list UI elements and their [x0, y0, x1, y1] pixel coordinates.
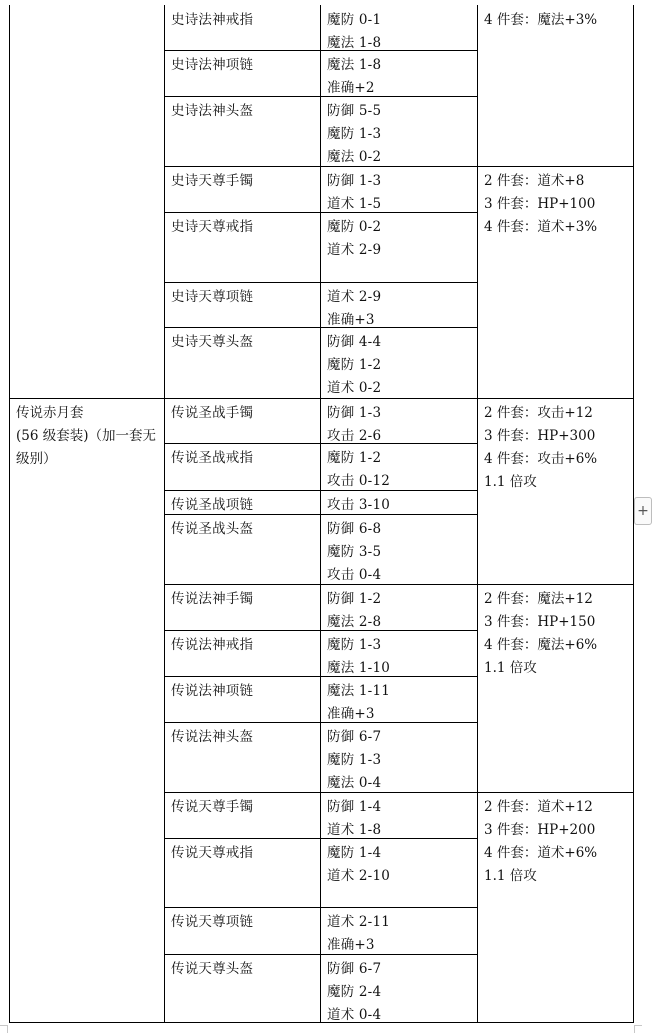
item-name-cell: 史诗法神头盔	[171, 103, 254, 119]
item-stats-cell	[320, 492, 477, 517]
item-stat-line: 攻击 2-6	[327, 428, 382, 444]
item-stat-line: 魔法 0-4	[327, 775, 382, 791]
page-corner-mark	[0, 1025, 8, 1033]
item-stats-cell	[320, 98, 477, 169]
item-name-cell: 传说圣战头盔	[171, 521, 254, 537]
item-stat-line: 魔防 0-1	[327, 12, 382, 28]
item-stat-line: 魔法 0-2	[327, 149, 382, 165]
item-stats-cell	[320, 956, 477, 1027]
item-stats-cell	[320, 329, 477, 400]
item-stat-line: 魔防 0-2	[327, 219, 382, 235]
item-name-cell: 史诗天尊项链	[171, 289, 254, 305]
item-stat-line: 魔防 2-4	[327, 984, 382, 1000]
item-stat-line: 魔防 1-2	[327, 357, 382, 373]
item-stats-cell	[320, 678, 477, 726]
item-name-cell: 传说天尊项链	[171, 914, 254, 930]
item-name-cell: 史诗天尊戒指	[171, 219, 254, 235]
item-stat-line: 道术 1-8	[327, 822, 382, 838]
set-name-text: (56 级套装)（加一套无级别）	[16, 428, 157, 467]
item-stat-line: 防御 6-7	[327, 961, 382, 977]
item-stats-cell	[320, 909, 477, 957]
item-name-cell: 史诗法神项链	[171, 57, 254, 73]
item-name-cell: 传说法神头盔	[171, 729, 254, 745]
set-bonus-line: 3 件套：HP+100	[484, 196, 596, 212]
item-stat-line: 道术 0-4	[327, 1007, 382, 1023]
item-name-cell: 史诗天尊头盔	[171, 334, 254, 350]
item-stat-line: 魔法 2-8	[327, 614, 382, 630]
item-stats-cell	[320, 516, 477, 587]
item-stat-line: 攻击 0-12	[327, 473, 391, 489]
item-stat-line: 魔法 1-11	[327, 683, 391, 699]
set-bonus-cell	[477, 400, 634, 494]
item-stat-line: 准确+3	[327, 706, 375, 722]
item-stat-line: 道术 2-9	[327, 289, 382, 305]
item-name-cell: 史诗法神戒指	[171, 12, 254, 28]
item-stats-cell	[320, 794, 477, 842]
item-stat-line: 防御 6-8	[327, 521, 382, 537]
set-bonus-cell	[477, 586, 634, 680]
table-border-left	[9, 5, 10, 1023]
set-bonus-line: 3 件套：HP+200	[484, 822, 596, 838]
item-stat-line: 魔防 1-2	[327, 450, 382, 466]
set-name-cell	[9, 400, 164, 471]
page-corner-mark	[634, 1025, 642, 1033]
item-stat-line: 攻击 0-4	[327, 567, 382, 583]
set-bonus-line: 4 件套：道术+3%	[484, 219, 598, 235]
set-name-text: 传说赤月套	[16, 405, 84, 421]
item-stat-line: 准确+2	[327, 80, 375, 96]
item-stat-line: 魔防 1-3	[327, 126, 382, 142]
item-row-divider	[164, 282, 478, 283]
item-stat-line: 防御 5-5	[327, 103, 382, 119]
set-bonus-line: 2 件套：攻击+12	[484, 405, 593, 421]
item-stat-line: 魔防 1-3	[327, 752, 382, 768]
item-name-cell: 传说天尊戒指	[171, 845, 254, 861]
set-bonus-line: 1.1 倍攻	[484, 474, 537, 490]
set-bonus-cell	[477, 168, 634, 239]
item-stats-cell	[320, 284, 477, 332]
set-bonus-cell	[477, 7, 634, 32]
set-bonus-line: 4 件套：魔法+3%	[484, 12, 598, 28]
item-name-cell: 传说法神项链	[171, 683, 254, 699]
item-stats-cell	[320, 400, 477, 448]
item-stats-cell	[320, 586, 477, 634]
item-name-cell: 史诗天尊手镯	[171, 173, 254, 189]
set-bonus-line: 2 件套：道术+8	[484, 173, 585, 189]
item-name-cell: 传说圣战手镯	[171, 405, 254, 421]
item-name-cell: 传说圣战戒指	[171, 450, 254, 466]
item-stats-cell	[320, 632, 477, 680]
set-bonus-line: 1.1 倍攻	[484, 660, 537, 676]
item-stats-cell	[320, 214, 477, 262]
item-stat-line: 魔防 1-4	[327, 845, 382, 861]
item-stat-line: 魔防 3-5	[327, 544, 382, 560]
item-stat-line: 防御 4-4	[327, 334, 382, 350]
set-bonus-line: 1.1 倍攻	[484, 868, 537, 884]
item-stats-cell	[320, 724, 477, 795]
set-bonus-line: 4 件套：攻击+6%	[484, 451, 598, 467]
item-stat-line: 道术 1-5	[327, 196, 382, 212]
item-stats-cell	[320, 445, 477, 493]
item-stat-line: 魔防 1-3	[327, 637, 382, 653]
item-stats-cell	[320, 7, 477, 55]
item-stat-line: 防御 6-7	[327, 729, 382, 745]
set-bonus-line: 2 件套：魔法+12	[484, 591, 593, 607]
item-name-cell: 传说圣战项链	[171, 497, 254, 513]
item-name-cell: 传说法神戒指	[171, 637, 254, 653]
add-column-button[interactable]: +	[634, 497, 652, 525]
item-stats-cell	[320, 168, 477, 216]
set-bonus-line: 2 件套：道术+12	[484, 799, 593, 815]
set-bonus-line: 4 件套：道术+6%	[484, 845, 598, 861]
item-stat-line: 道术 2-11	[327, 914, 391, 930]
item-stat-line: 防御 1-3	[327, 405, 382, 421]
set-bonus-line: 3 件套：HP+150	[484, 614, 596, 630]
item-stat-line: 准确+3	[327, 937, 375, 953]
item-stat-line: 道术 2-10	[327, 868, 391, 884]
item-name-cell: 传说法神手镯	[171, 591, 254, 607]
item-stat-line: 魔法 1-10	[327, 660, 391, 676]
set-bonus-cell	[477, 794, 634, 888]
set-bonus-line: 3 件套：HP+300	[484, 428, 596, 444]
item-stats-cell	[320, 52, 477, 100]
item-row-divider	[164, 907, 478, 908]
equipment-set-table	[9, 5, 634, 1023]
set-name-cell	[9, 7, 164, 9]
item-stat-line: 防御 1-2	[327, 591, 382, 607]
item-stat-line: 魔法 1-8	[327, 35, 382, 51]
item-name-cell: 传说天尊头盔	[171, 961, 254, 977]
set-bonus-line: 4 件套：魔法+6%	[484, 637, 598, 653]
item-name-cell: 传说天尊手镯	[171, 799, 254, 815]
item-stat-line: 防御 1-3	[327, 173, 382, 189]
item-stat-line: 攻击 3-10	[327, 497, 391, 513]
item-stat-line: 道术 2-9	[327, 242, 382, 258]
item-stat-line: 道术 0-2	[327, 380, 382, 396]
item-stats-cell	[320, 840, 477, 888]
item-stat-line: 准确+3	[327, 312, 375, 328]
item-stat-line: 魔法 1-8	[327, 57, 382, 73]
item-stat-line: 防御 1-4	[327, 799, 382, 815]
